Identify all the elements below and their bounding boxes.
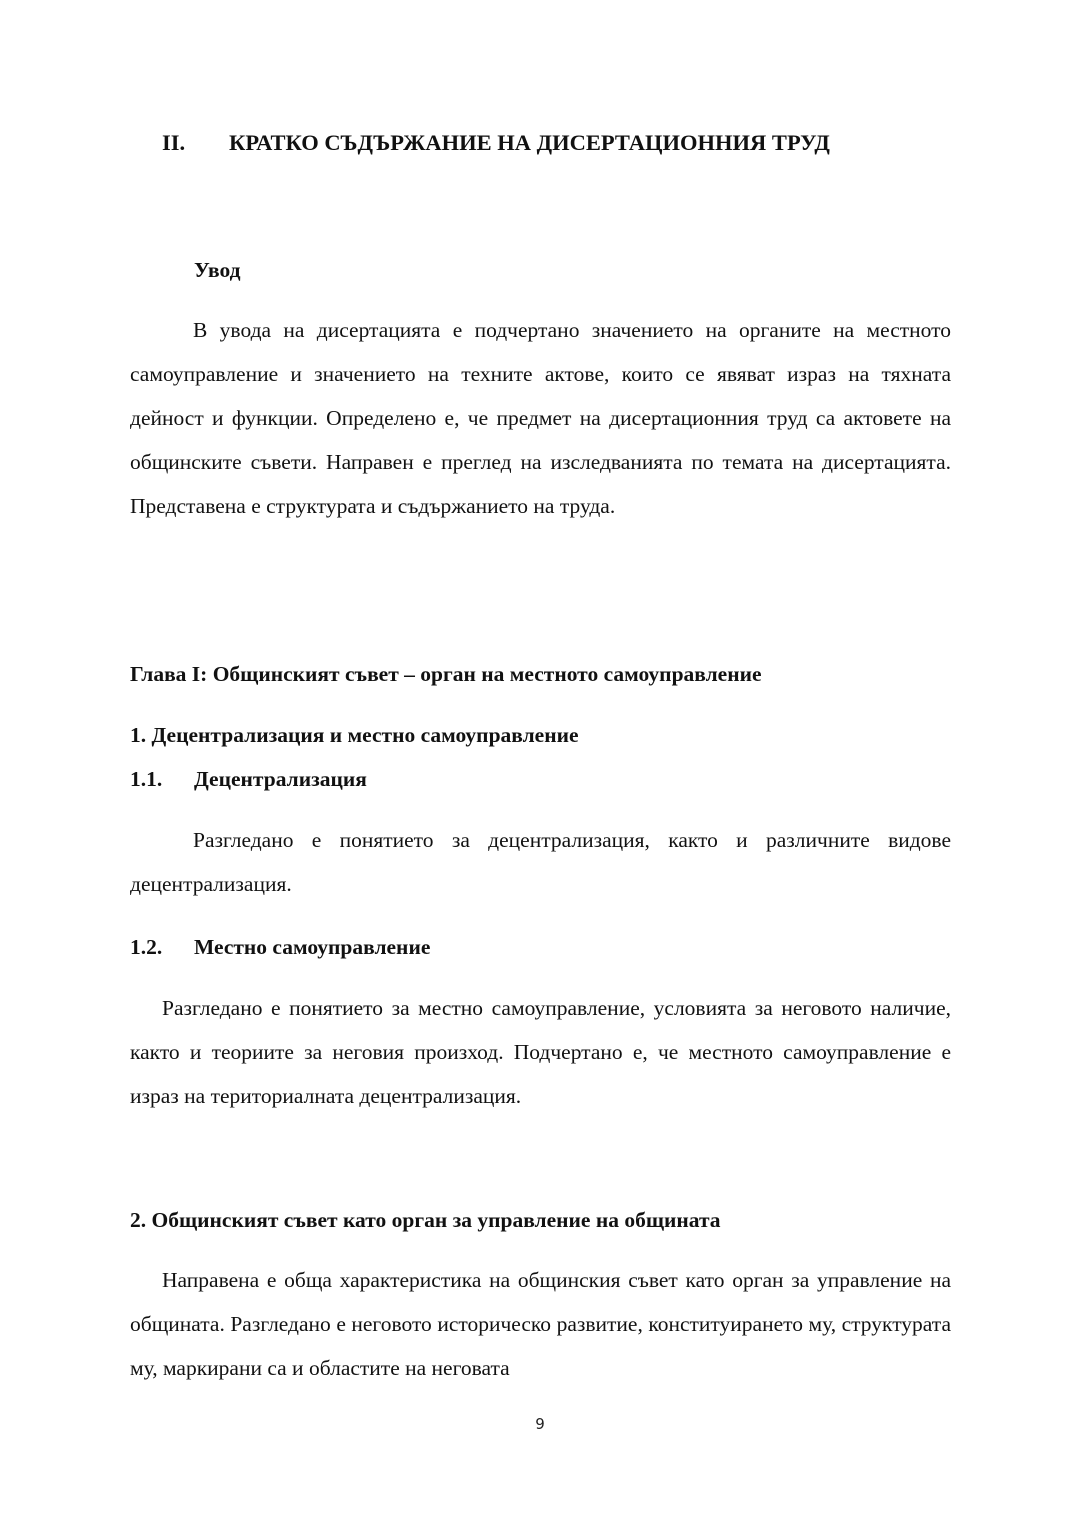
subsection-2-heading: 2. Общинският съвет като орган за управление на общината [130,1208,721,1232]
section-number: II. [162,130,186,155]
subsection-1-2-number: 1.2. [130,935,163,959]
subsection-1-1-title: Децентрализация [194,767,367,791]
page-number: 9 [535,1415,545,1433]
section-title-text: КРАТКО СЪДЪРЖАНИЕ НА ДИСЕРТАЦИОННИЯ ТРУД [229,130,830,155]
subsection-1-1-number: 1.1. [130,767,163,791]
subsection-2-paragraph: Направена е обща характеристика на общинския съвет като орган за управление на общината. Разгледано е неговото историческо развитие, конституирането му, структурата му, маркирани са и областите на неговата [130,1268,951,1380]
subsection-1-2-paragraph: Разгледано е понятието за местно самоуправление, условията за неговото наличие, както и теориите за неговия произход. Подчертано е, че местното самоуправление е израз на териториалната децентрализация. [130,996,951,1108]
intro-heading: Увод [194,258,241,282]
subsection-1-1-paragraph: Разгледано е понятието за децентрализация, както и различните видове децентрализация. [130,828,951,896]
subsection-1-2-title: Местно самоуправление [194,935,431,959]
chapter-heading: Глава I: Общинският съвет – орган на местното самоуправление [130,662,762,686]
subsection-1-heading: 1. Децентрализация и местно самоуправление [130,723,579,747]
subsection-1-2-heading [130,933,951,961]
intro-paragraph: В увода на дисертацията е подчертано значението на органите на местното самоуправление и значението на техните актове, които се явяват израз на тяхната дейност и функции. Определено е, че предмет на дисертационния труд са актовете на общинските съвети. Направен е преглед на изследванията по темата на дисертацията. Представена е структурата и съдържанието на труда. [130,318,951,518]
section-title [130,130,951,156]
subsection-1-1-heading [130,765,951,793]
